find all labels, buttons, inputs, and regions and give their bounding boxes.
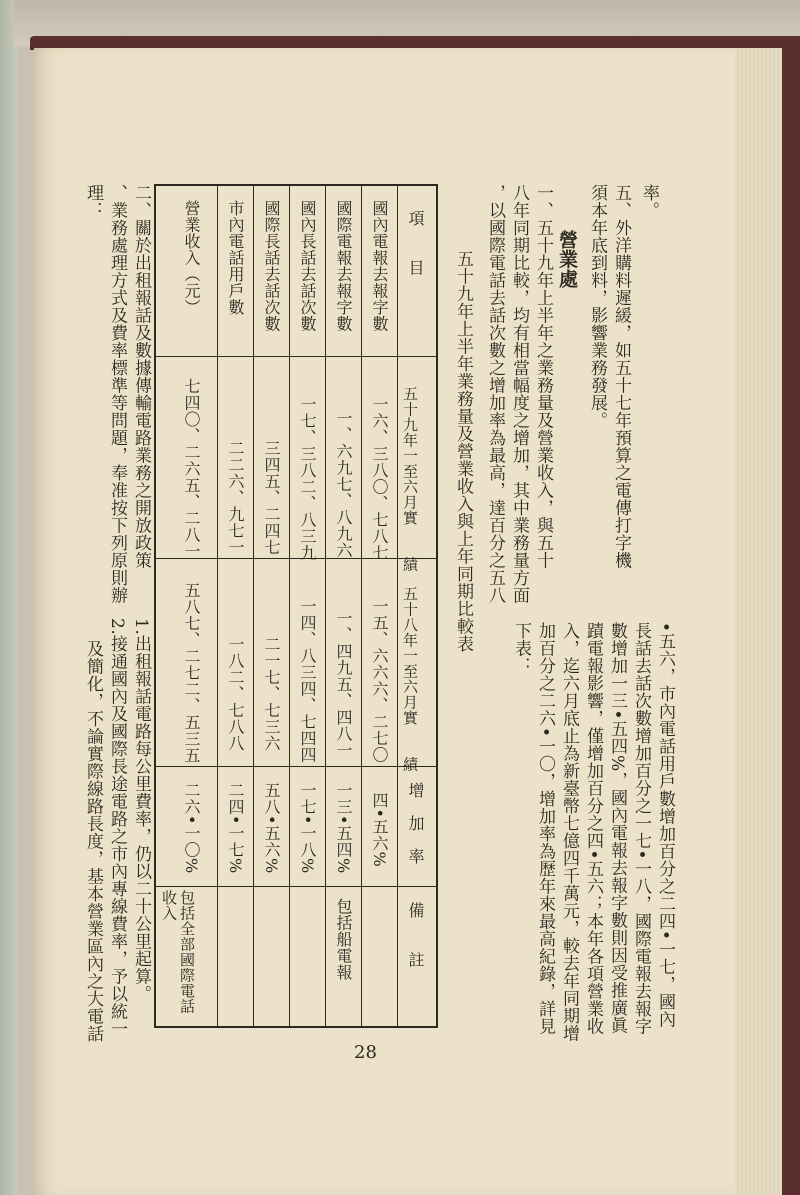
text-item2-line3: 理： xyxy=(83,184,103,219)
table-row-3-rate: 一七•一八% xyxy=(298,782,317,874)
table-row-2-rate: 一三•五四% xyxy=(334,782,353,874)
table-row-2-item: 國際電報去報字數 xyxy=(334,200,353,332)
text-cont-line1: •五六，市內電話用戶數增加百分之二四•一七，國內 xyxy=(655,622,675,1029)
table-row-3-v58: 一四、八三四、七四四 xyxy=(298,598,317,763)
th-item: 項 目 xyxy=(406,210,425,276)
table-row-6-note: 包括全部國際電話收入 xyxy=(160,890,196,1014)
table-row-2-note: 包括船電報 xyxy=(334,898,353,981)
table-row-2-v59: 一、六九七、八九六 xyxy=(334,410,353,559)
text-item5-line2: 須本年底到料，影響業務發展。 xyxy=(587,184,607,429)
table-row-6-rate: 二六•一〇% xyxy=(182,782,201,874)
table-row-4-item: 國際長話去話次數 xyxy=(262,200,281,332)
text-para1-line3: ，以國際電話去話次數之增加率為最高，達百分之五八 xyxy=(485,184,505,604)
text-sub2-line2: 及簡化，不論實際線路長度，基本營業區內之大電話 xyxy=(83,640,103,1043)
text-sub2-line1: 2.接通國內及國際長途電路之市內專線費率，予以統一 xyxy=(107,618,127,1038)
table-row-6-v59: 七四〇、二六五、二八一 xyxy=(182,378,201,560)
text-sub1: 1.出租報話電路每公里費率，仍以二十公里起算。 xyxy=(131,618,151,1003)
text-item5-line1: 五、外洋購料遲緩，如五十七年預算之電傳打字機 xyxy=(611,184,631,569)
th-col-58: 五十八年一至六月實 績 xyxy=(401,586,419,772)
table-row-4-v58: 二一七、七三六 xyxy=(262,636,281,752)
text-cont-line2: 長話去話次數增加百分之一七•一八，國際電報去報字 xyxy=(631,622,651,1036)
table-row-1-rate: 四•五六% xyxy=(370,792,389,868)
th-col-59: 五十九年一至六月實 績 xyxy=(401,386,419,572)
table-row-4-v59: 三四五、二四七 xyxy=(262,440,281,556)
cover-edge-right xyxy=(782,36,800,1195)
text-cont-line3: 數增加一三•五四%，國內電報去報字數則因受推廣眞 xyxy=(607,622,627,1035)
table-row-1-v59: 一六、三八〇、七八七 xyxy=(370,396,389,561)
table-title: 五十九年上半年業務量及營業收入與上年同期比較表 xyxy=(453,250,473,653)
page-number: 28 xyxy=(354,1042,377,1063)
text-para1-line1: 一、五十九年上半年之業務量及營業收入，與五十 xyxy=(533,184,553,569)
section-title: 營業處 xyxy=(556,230,578,289)
table-row-5-rate: 二四•一七% xyxy=(226,782,245,874)
table-row-5-v58: 一八二、七八八 xyxy=(226,636,245,752)
text-para1-line2: 八年同期比較，均有相當幅度之增加，其中業務量方面 xyxy=(509,184,529,604)
text-cont-line7: 下表： xyxy=(511,622,531,675)
text-cont-line5: 入，迄六月底止為新臺幣七億四千萬元，較去年同期增 xyxy=(559,622,579,1042)
page-edges xyxy=(735,48,782,1195)
book-spine xyxy=(0,0,18,1195)
table-row-1-item: 國內電報去報字數 xyxy=(370,200,389,332)
text-item2-line1: 二、關於出租報話及數據傳輸電路業務之開放政策 xyxy=(131,184,151,569)
table-row-5-v59: 二二六、九七一 xyxy=(226,440,245,556)
table-row-1-v58: 一五、六六六、二七〇 xyxy=(370,598,389,763)
text-cont-line4: 蹟電報影響，僅增加百分之四•五六；本年各項營業收 xyxy=(583,622,603,1036)
table-row-2-v58: 一、四九五、四八一 xyxy=(334,610,353,759)
text-col-rate-end: 率。 xyxy=(639,184,659,219)
table-row-3-v59: 一七、三八二、八三九 xyxy=(298,396,317,561)
text-item2-line2: 、業務處理方式及費率標準等問題，奉准按下列原則辦 xyxy=(107,184,127,604)
table-row-6-v58: 五八七、二七二、五三五 xyxy=(182,582,201,764)
table-row-4-rate: 五八•五六% xyxy=(262,782,281,874)
table-row-3-item: 國內長話去話次數 xyxy=(298,200,317,332)
th-col-note: 備 註 xyxy=(406,902,425,968)
text-cont-line6: 加百分之二六•一〇，增加率為歷年來最高紀錄，詳見 xyxy=(535,622,555,1036)
th-col-rate: 增 加 率 xyxy=(406,782,425,865)
comparison-table xyxy=(154,184,438,1028)
table-row-5-item: 市內電話用戶數 xyxy=(226,200,245,316)
table-row-6-item: 營業收入（元） xyxy=(182,200,201,316)
